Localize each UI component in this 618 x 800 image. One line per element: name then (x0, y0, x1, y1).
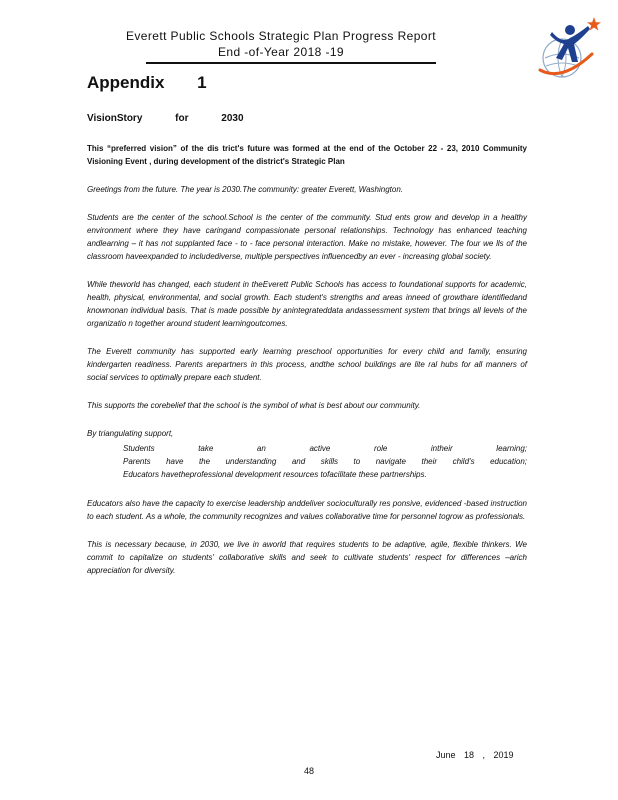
document-body (87, 142, 527, 592)
list-item (87, 442, 527, 455)
students-paragraph: Students are the center of the school.School is the center of the community. Stud ents grow and develop in a healthy environment where they have caringand compassionate personal relationships. Technology has enhanced teaching andlearning – it has not supplanted face - to - face personal interaction. Make no mistake, however. The four we lls of the classroom haveexpanded to includediverse, multiple perspectives influencedby an ever - increasing global society. (87, 213, 527, 261)
header-divider (146, 62, 436, 64)
report-subtitle: End -of-Year 2018 -19 (217, 45, 345, 59)
intro-paragraph: This “preferred vision” of the dis trict's future was formed at the end of the October 22 - 23, 2010 Community Visioning Event , during development of the district's Strategic Plan (87, 144, 527, 166)
world-paragraph: While theworld has changed, each student in theEverett Public Schools has access to foundational supports for academic, health, physical, environmental, and social growth. Each student's strengths and areas inneed of growthare identifiedand knownonan individual basis. That is made possible by anintegrateddata andassessment system that brings all levels of the organizatio n together around student learningoutcomes. (87, 280, 527, 328)
report-header (96, 28, 466, 60)
appendix-title: Appendix 1 (87, 73, 207, 92)
report-title: Everett Public Schools Strategic Plan Progress Report (125, 29, 436, 43)
list-item (87, 468, 527, 481)
bullet-text: Parents have the understanding and skills to navigate their child's education; (123, 457, 527, 466)
supports-paragraph: This supports the corebelief that the school is the symbol of what is best about our community. (87, 401, 421, 410)
necessary-paragraph: This is necessary because, in 2030, we live in aworld that requires students to be adaptive, agile, flexible thinkers. We commit to capitalize on students' collaborative skills and seek to cultivate students' respect for differences –arich appreciation for diversity. (87, 540, 527, 575)
stick-figure-globe-star-logo (532, 14, 604, 86)
vision-heading: VisionStory for 2030 (87, 113, 244, 124)
bullet-list (87, 442, 527, 481)
triangulating-paragraph: By triangulating support, (87, 429, 174, 438)
page-number: 48 (303, 766, 314, 776)
bullet-text: Students take an active role intheir learning; (123, 444, 527, 453)
footer-date: June 18 , 2019 (436, 750, 514, 760)
educators-paragraph: Educators also have the capacity to exercise leadership anddeliver socioculturally res ponsive, evidenced -based instruction to each student. As a whole, the community recognizes and values collaborative time for personnel togrow as professionals. (87, 499, 527, 521)
greetings-paragraph: Greetings from the future. The year is 2030.The community: greater Everett, Washington. (87, 185, 403, 194)
list-item (87, 455, 527, 468)
bullet-text: Educators havetheprofessional development resources tofacilitate these partnerships. (123, 470, 427, 479)
community-paragraph: The Everett community has supported early learning preschool opportunities for every child and family, ensuring kindergarten readiness. Parents arepartners in this process, andthe school buildings are lite ral hubs for all manners of social services to optimally prepare each student. (87, 347, 527, 382)
